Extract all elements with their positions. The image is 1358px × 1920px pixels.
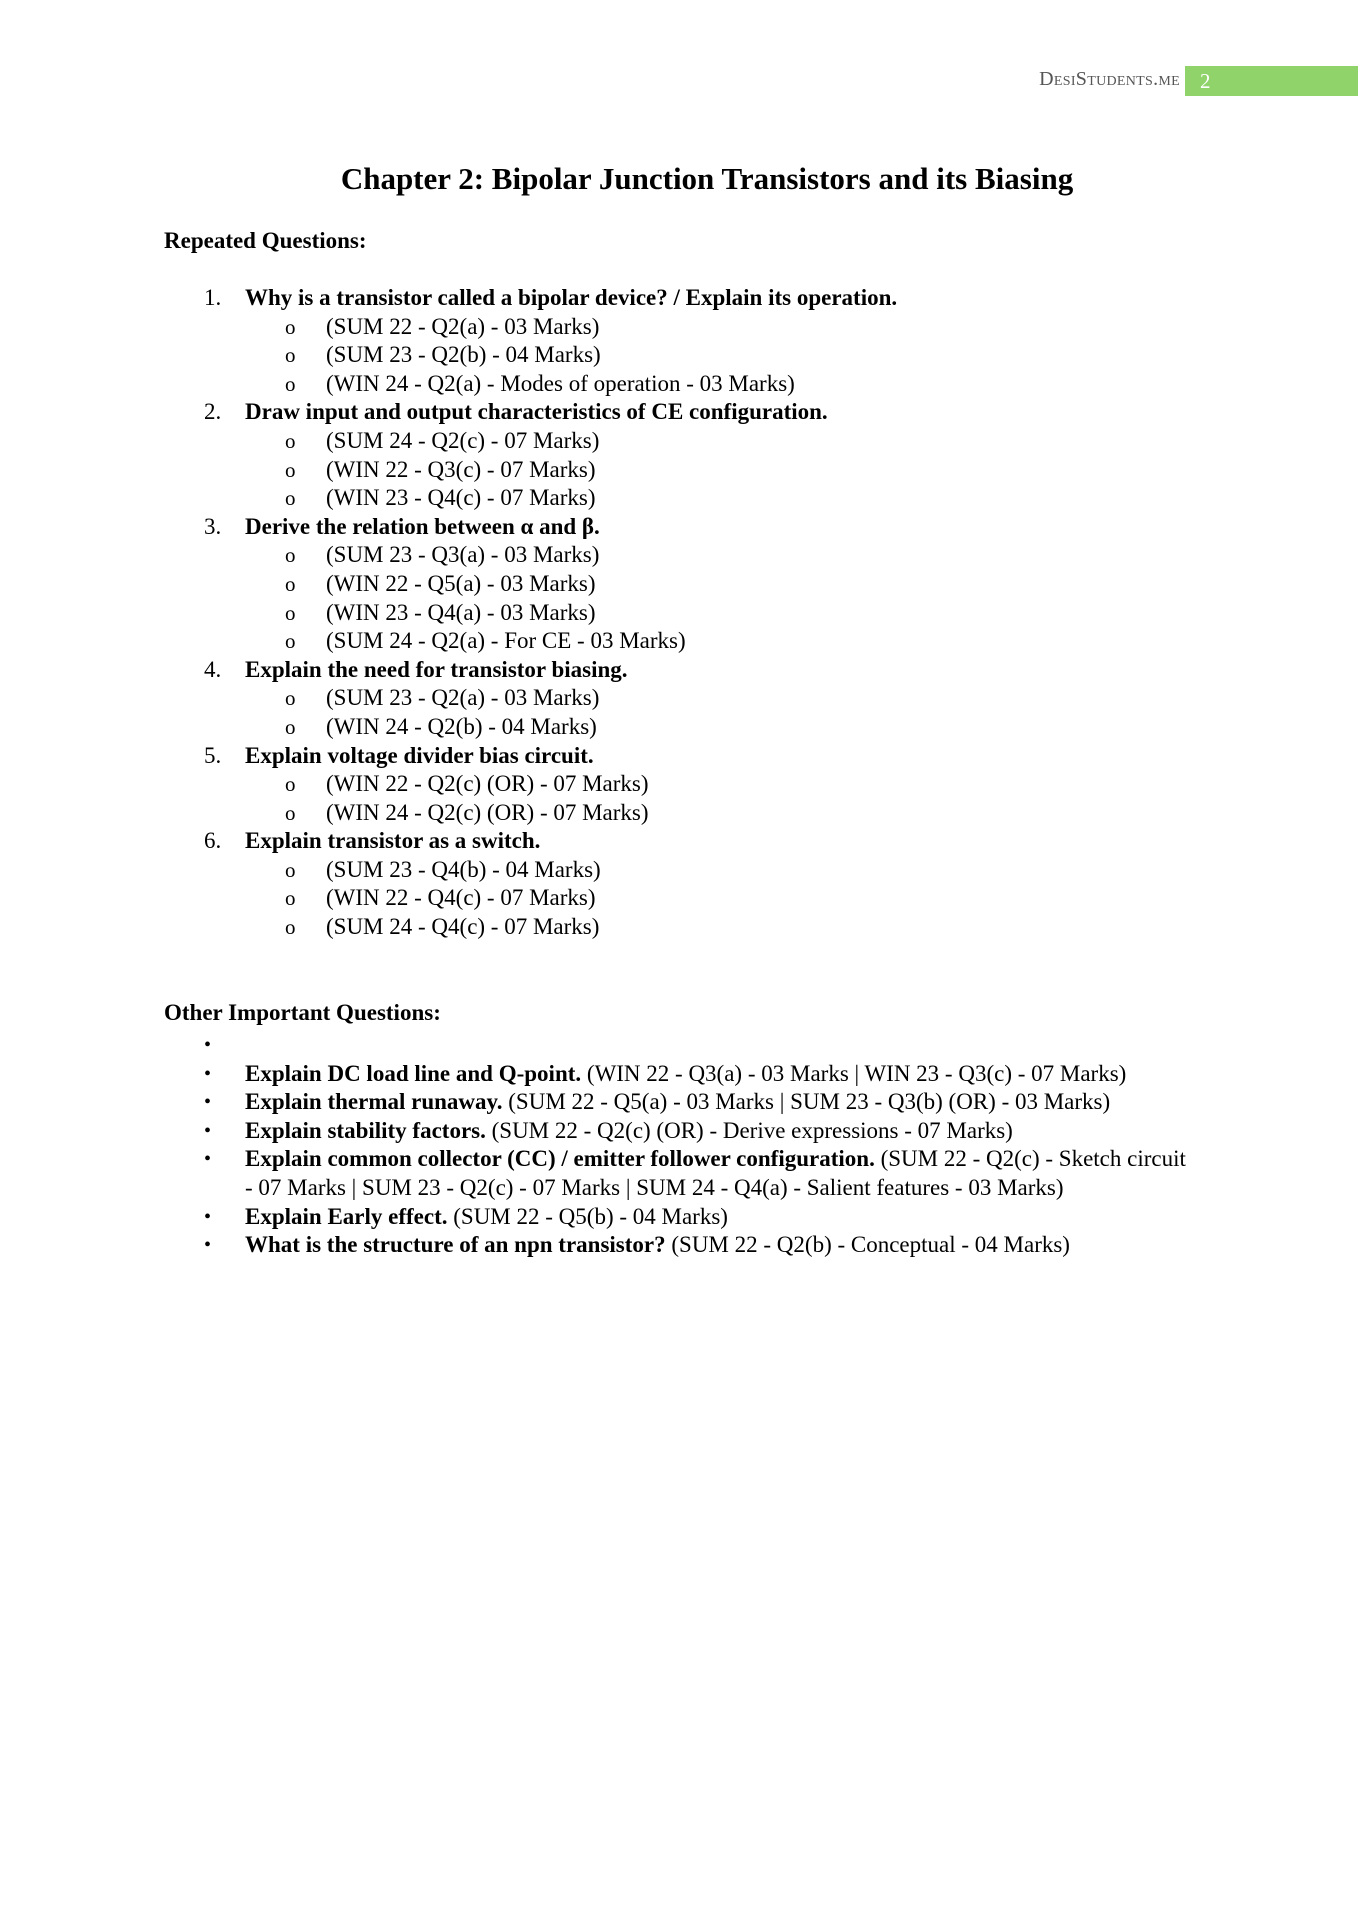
repeated-questions-list [0, 284, 1358, 942]
bullet-icon: • [204, 1062, 212, 1085]
bullet-icon: • [204, 1148, 212, 1171]
question-number: 4. [204, 656, 222, 682]
circle-bullet-icon: o [285, 571, 296, 596]
page-title [0, 161, 1358, 197]
other-question-item [0, 1231, 1358, 1260]
bullet-icon: • [204, 1034, 212, 1056]
question-item [0, 742, 1358, 771]
circle-bullet-icon: o [285, 457, 296, 482]
reference-text: (SUM 24 - Q4(c) - 07 Marks) [326, 914, 600, 940]
question-reference [0, 856, 1358, 885]
question-item [0, 656, 1358, 685]
reference-text: (WIN 22 - Q4(c) - 07 Marks) [326, 885, 596, 911]
other-question-title: Explain stability factors. [245, 1117, 486, 1143]
reference-text: (SUM 23 - Q3(a) - 03 Marks) [326, 542, 600, 568]
reference-text: (WIN 22 - Q3(c) - 07 Marks) [326, 456, 596, 482]
other-question-item [0, 1088, 1358, 1117]
question-reference [0, 570, 1358, 599]
question-reference [0, 799, 1358, 828]
circle-bullet-icon: o [285, 600, 296, 625]
question-reference [0, 599, 1358, 628]
other-question-title: Explain DC load line and Q-point. [245, 1060, 582, 1086]
other-question-reference: (SUM 22 - Q5(a) - 03 Marks | SUM 23 - Q3(b) (OR) - 03 Marks) [502, 1089, 1111, 1115]
circle-bullet-icon: o [285, 371, 296, 396]
reference-text: (WIN 24 - Q2(b) - 04 Marks) [326, 713, 597, 739]
reference-text: (WIN 24 - Q2(c) (OR) - 07 Marks) [326, 799, 649, 825]
question-text: Draw input and output characteristics of CE configuration. [245, 399, 828, 425]
circle-bullet-icon: o [285, 915, 296, 940]
question-item [0, 398, 1358, 427]
circle-bullet-icon: o [285, 343, 296, 368]
question-reference [0, 370, 1358, 399]
other-question-title: Explain common collector (CC) / emitter follower configuration. [245, 1146, 875, 1172]
question-text: Explain voltage divider bias circuit. [245, 742, 594, 768]
circle-bullet-icon: o [285, 886, 296, 911]
reference-text: (WIN 22 - Q5(a) - 03 Marks) [326, 570, 596, 596]
question-item [0, 284, 1358, 313]
question-reference [0, 684, 1358, 713]
reference-text: (SUM 24 - Q2(c) - 07 Marks) [326, 427, 600, 453]
bullet-icon: • [204, 1234, 212, 1257]
question-text: Explain the need for transistor biasing. [245, 656, 628, 682]
circle-bullet-icon: o [285, 543, 296, 568]
circle-bullet-icon: o [285, 714, 296, 739]
reference-text: (SUM 23 - Q4(b) - 04 Marks) [326, 856, 601, 882]
site-name: DesiStudents.me [1039, 68, 1180, 90]
question-item [0, 513, 1358, 542]
reference-text: (SUM 23 - Q2(b) - 04 Marks) [326, 342, 601, 368]
question-reference [0, 427, 1358, 456]
question-number: 3. [204, 513, 222, 539]
other-question-item [0, 1203, 1358, 1232]
question-text: Explain transistor as a switch. [245, 828, 541, 854]
question-number: 6. [204, 828, 222, 854]
question-number: 2. [204, 399, 222, 425]
circle-bullet-icon: o [285, 314, 296, 339]
circle-bullet-icon: o [285, 486, 296, 511]
other-question-item [0, 1145, 1358, 1202]
reference-text: (SUM 24 - Q2(a) - For CE - 03 Marks) [326, 628, 686, 654]
other-question-reference: (WIN 22 - Q3(a) - 03 Marks | WIN 23 - Q3(c) - 07 Marks) [581, 1060, 1127, 1086]
question-number: 5. [204, 742, 222, 768]
question-reference [0, 313, 1358, 342]
circle-bullet-icon: o [285, 428, 296, 453]
circle-bullet-icon: o [285, 857, 296, 882]
question-text: Why is a transistor called a bipolar device? / Explain its operation. [245, 285, 898, 310]
other-question-title: Explain thermal runaway. [245, 1089, 503, 1115]
reference-text: (WIN 22 - Q2(c) (OR) - 07 Marks) [326, 771, 649, 797]
question-number: 1. [204, 285, 222, 310]
reference-text: (WIN 23 - Q4(c) - 07 Marks) [326, 485, 596, 511]
other-question-item [0, 1031, 1358, 1060]
page-number: 2 [1185, 66, 1358, 96]
question-reference [0, 484, 1358, 513]
question-reference [0, 770, 1358, 799]
question-reference [0, 884, 1358, 913]
question-reference [0, 541, 1358, 570]
question-reference [0, 627, 1358, 656]
other-questions-heading: Other Important Questions: [164, 1000, 441, 1025]
other-question-reference: (SUM 22 - Q5(b) - 04 Marks) [447, 1203, 728, 1229]
question-reference [0, 456, 1358, 485]
bullet-icon: • [204, 1119, 212, 1142]
question-reference [0, 713, 1358, 742]
repeated-questions-heading: Repeated Questions: [164, 228, 367, 253]
page-title-text: Chapter 2: Bipolar Junction Transistors and its Biasing [340, 161, 1074, 196]
reference-text: (WIN 24 - Q2(a) - Modes of operation - 03 Marks) [326, 370, 795, 396]
circle-bullet-icon: o [285, 629, 296, 654]
question-reference [0, 341, 1358, 370]
question-reference [0, 913, 1358, 942]
other-questions-list [0, 1031, 1358, 1260]
other-question-reference: (SUM 22 - Q2(b) - Conceptual - 04 Marks) [665, 1232, 1070, 1258]
circle-bullet-icon: o [285, 800, 296, 825]
other-question-reference: (SUM 22 - Q2(c) (OR) - Derive expressions - 07 Marks) [485, 1117, 1013, 1143]
other-question-item [0, 1060, 1358, 1089]
other-question-item [0, 1117, 1358, 1146]
bullet-icon: • [204, 1091, 212, 1114]
other-question-title: What is the structure of an npn transistor? [245, 1232, 666, 1258]
reference-text: (SUM 23 - Q2(a) - 03 Marks) [326, 685, 600, 711]
question-item [0, 827, 1358, 856]
other-question-title: Explain Early effect. [245, 1203, 448, 1229]
question-text: Derive the relation between α and β. [245, 513, 600, 539]
reference-text: (SUM 22 - Q2(a) - 03 Marks) [326, 313, 600, 339]
circle-bullet-icon: o [285, 772, 296, 797]
reference-text: (WIN 23 - Q4(a) - 03 Marks) [326, 599, 596, 625]
other-question-reference: (SUM 22 - Q2(c) - Sketch circuit - 07 Marks | SUM 23 - Q2(c) - 07 Marks | SUM 24 - Q4(a) - Salient features - 03 Marks) [245, 1146, 1186, 1200]
bullet-icon: • [204, 1205, 212, 1228]
circle-bullet-icon: o [285, 686, 296, 711]
